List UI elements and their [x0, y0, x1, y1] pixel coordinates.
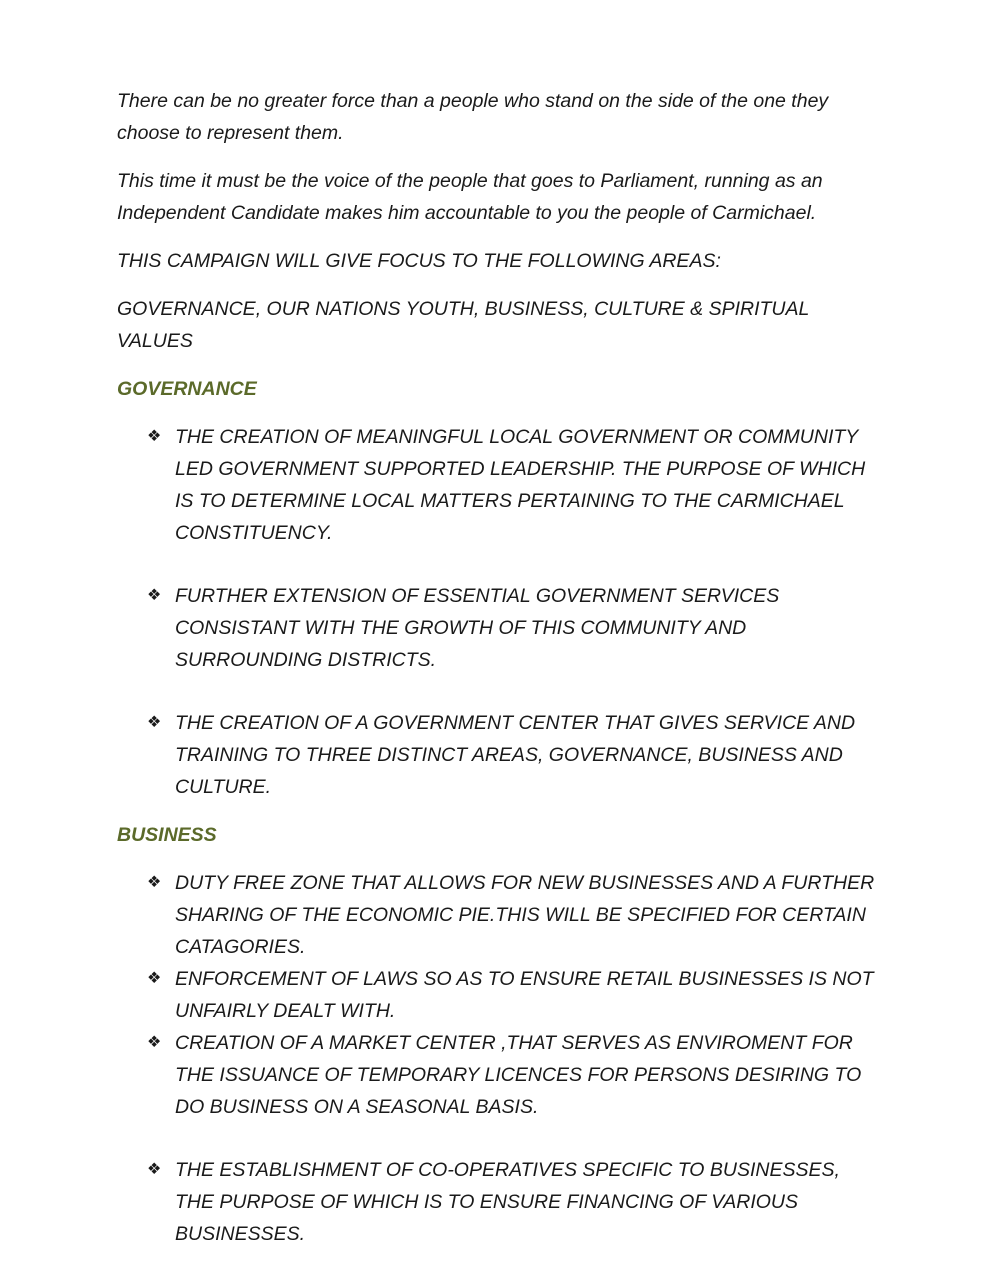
list-item — [117, 1154, 877, 1250]
list-item — [117, 963, 877, 1027]
list-item — [117, 867, 877, 963]
list-item-text: FURTHER EXTENSION OF ESSENTIAL GOVERNMENT SERVICES CONSISTANT WITH THE GROWTH OF THIS COMMUNITY AND SURROUNDING DISTRICTS. — [175, 585, 780, 671]
diamond-bullet-icon: ❖ — [147, 874, 162, 891]
list-item-text: CREATION OF A MARKET CENTER ,THAT SERVES AS ENVIROMENT FOR THE ISSUANCE OF TEMPORARY LICENCES FOR PERSONS DESIRING TO DO BUSINESS ON A SEASONAL BASIS. — [175, 1032, 862, 1118]
diamond-bullet-icon: ❖ — [147, 714, 162, 731]
intro-paragraph-2: This time it must be the voice of the people that goes to Parliament, running as an Independent Candidate makes him accountable to you the people of Carmichael. — [117, 170, 823, 224]
diamond-bullet-icon: ❖ — [147, 1161, 162, 1178]
list-item — [117, 707, 877, 803]
document-page — [117, 85, 877, 1250]
governance-list — [117, 421, 877, 803]
list-item — [117, 1027, 877, 1123]
list-item — [117, 421, 877, 549]
section-heading-business: BUSINESS — [117, 824, 217, 846]
focus-areas-intro: THIS CAMPAIGN WILL GIVE FOCUS TO THE FOLLOWING AREAS: — [117, 250, 721, 272]
diamond-bullet-icon: ❖ — [147, 428, 162, 445]
list-item — [117, 580, 877, 676]
list-item-text: THE CREATION OF A GOVERNMENT CENTER THAT GIVES SERVICE AND TRAINING TO THREE DISTINCT AREAS, GOVERNANCE, BUSINESS AND CULTURE. — [175, 712, 856, 798]
list-item-text: THE ESTABLISHMENT OF CO-OPERATIVES SPECIFIC TO BUSINESSES, THE PURPOSE OF WHICH IS TO ENSURE FINANCING OF VARIOUS BUSINESSES. — [175, 1159, 840, 1245]
list-item-text: ENFORCEMENT OF LAWS SO AS TO ENSURE RETAIL BUSINESSES IS NOT UNFAIRLY DEALT WITH. — [175, 968, 874, 1022]
focus-areas-list: GOVERNANCE, OUR NATIONS YOUTH, BUSINESS, CULTURE & SPIRITUAL VALUES — [117, 298, 810, 352]
list-item-text: THE CREATION OF MEANINGFUL LOCAL GOVERNMENT OR COMMUNITY LED GOVERNMENT SUPPORTED LEADERSHIP. THE PURPOSE OF WHICH IS TO DETERMINE LOCAL MATTERS PERTAINING TO THE CARMICHAEL CONSTITUENCY. — [175, 426, 866, 544]
section-heading-governance: GOVERNANCE — [117, 378, 257, 400]
diamond-bullet-icon: ❖ — [147, 587, 162, 604]
diamond-bullet-icon: ❖ — [147, 970, 162, 987]
list-item-text: DUTY FREE ZONE THAT ALLOWS FOR NEW BUSINESSES AND A FURTHER SHARING OF THE ECONOMIC PIE.THIS WILL BE SPECIFIED FOR CERTAIN CATAGORIES. — [175, 872, 875, 958]
intro-paragraph-1: There can be no greater force than a people who stand on the side of the one they choose to represent them. — [117, 90, 829, 144]
diamond-bullet-icon: ❖ — [147, 1034, 162, 1051]
business-list — [117, 867, 877, 1250]
